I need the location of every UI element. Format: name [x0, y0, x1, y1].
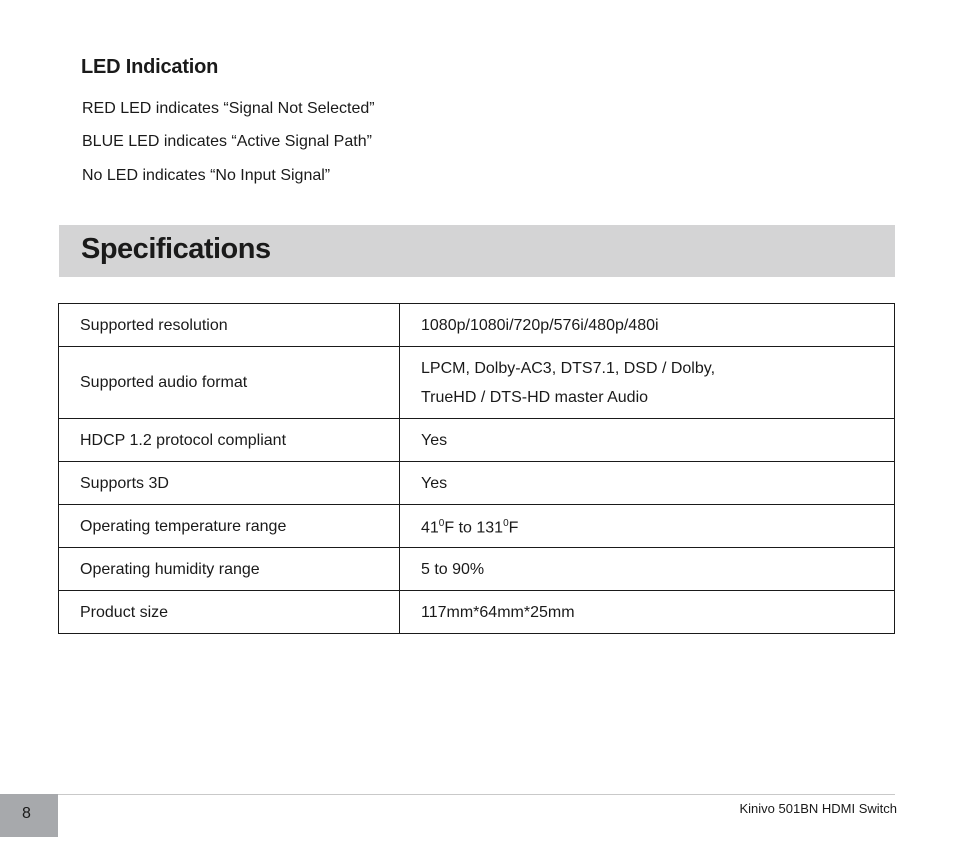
spec-label: Supports 3D: [59, 462, 400, 505]
spec-label: HDCP 1.2 protocol compliant: [59, 419, 400, 462]
specifications-table: [58, 303, 895, 634]
footer-divider: [0, 794, 895, 795]
table-row: [59, 304, 895, 347]
table-row: [59, 591, 895, 634]
spec-value: [400, 347, 895, 419]
led-line-red: RED LED indicates “Signal Not Selected”: [82, 100, 375, 117]
spec-value-line: TrueHD / DTS-HD master Audio: [421, 388, 649, 406]
spec-value: 1080p/1080i/720p/576i/480p/480i: [400, 304, 895, 347]
spec-value: 5 to 90%: [400, 548, 895, 591]
led-line-blue: BLUE LED indicates “Active Signal Path”: [82, 133, 372, 150]
spec-label: Product size: [59, 591, 400, 634]
page-number: 8: [22, 805, 31, 822]
degree-superscript: 0: [503, 518, 509, 530]
spec-label: Operating temperature range: [59, 505, 400, 548]
spec-label: Supported resolution: [59, 304, 400, 347]
temperature-mid: F to 131: [444, 519, 504, 537]
table-row: [59, 419, 895, 462]
led-line-none: No LED indicates “No Input Signal”: [82, 167, 331, 184]
page-number-box: [0, 794, 58, 837]
temperature-low: 41: [421, 519, 439, 537]
table-row: [59, 505, 895, 548]
spec-value: Yes: [400, 419, 895, 462]
spec-label: Operating humidity range: [59, 548, 400, 591]
led-indication-heading: LED Indication: [81, 56, 219, 78]
specifications-banner: [59, 225, 895, 277]
spec-label: Supported audio format: [59, 347, 400, 419]
spec-value-line: LPCM, Dolby-AC3, DTS7.1, DSD / Dolby,: [421, 359, 716, 377]
table-row: [59, 347, 895, 419]
specifications-heading: Specifications: [81, 233, 271, 265]
temperature-unit: F: [508, 519, 519, 537]
spec-value: 117mm*64mm*25mm: [400, 591, 895, 634]
spec-value: Yes: [400, 462, 895, 505]
footer-product-title: Kinivo 501BN HDMI Switch: [739, 801, 897, 816]
table-row: [59, 462, 895, 505]
spec-value: [400, 505, 895, 548]
table-row: [59, 548, 895, 591]
degree-superscript: 0: [438, 518, 445, 530]
